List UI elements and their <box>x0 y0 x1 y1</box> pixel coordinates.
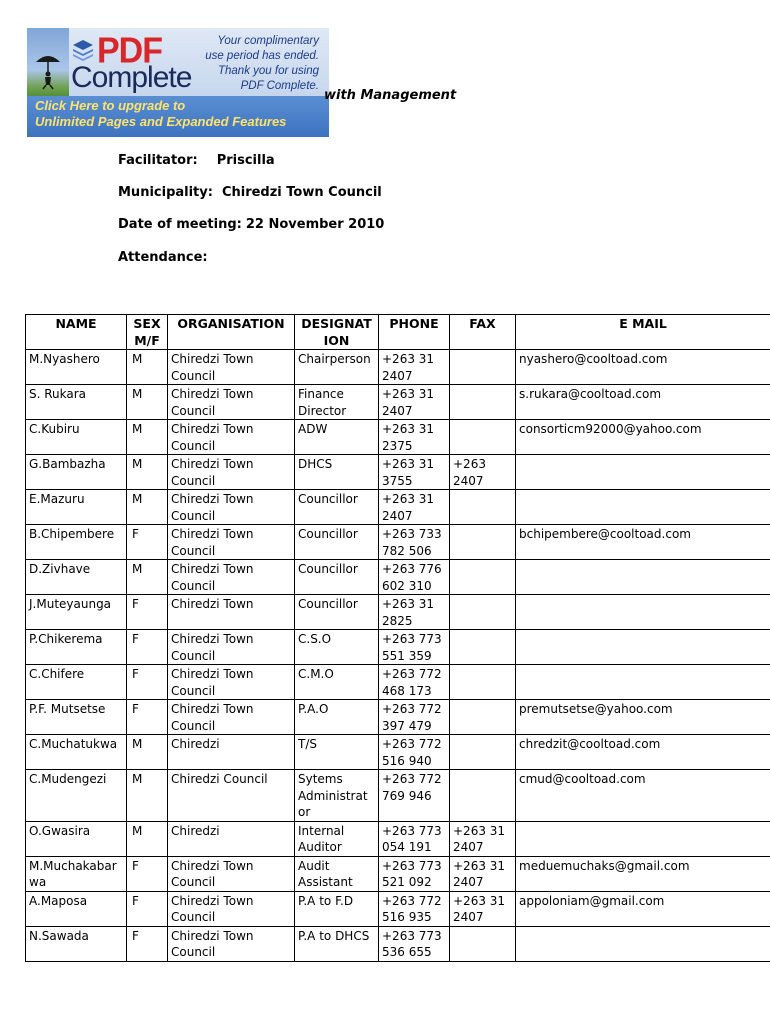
cell-organisation: Chiredzi Town Council <box>168 350 295 385</box>
cell-email <box>516 455 770 490</box>
cell-organisation: Chiredzi Town Council <box>168 560 295 595</box>
cell-organisation: Chiredzi Town Council <box>168 455 295 490</box>
cell-organisation: Chiredzi Town Council <box>168 525 295 560</box>
cell-name: M.Nyashero <box>26 350 127 385</box>
cell-fax <box>450 595 516 630</box>
header-sex: SEX M/F <box>127 315 168 350</box>
umbrella-person-icon <box>33 50 63 90</box>
cell-designation: C.S.O <box>295 630 379 665</box>
municipality-label: Municipality: <box>118 185 213 200</box>
cell-fax: +263 2407 <box>450 455 516 490</box>
table-row <box>26 385 770 420</box>
cell-sex: M <box>127 455 168 490</box>
facilitator-label: Facilitator: <box>118 153 198 168</box>
cell-sex: F <box>127 891 168 926</box>
cell-sex: F <box>127 926 168 961</box>
logo-pdf-text: PDF <box>97 31 162 71</box>
cell-designation: P.A to DHCS <box>295 926 379 961</box>
message-line: Thank you for using <box>217 65 319 77</box>
cell-sex: F <box>127 700 168 735</box>
cell-name: C.Mudengezi <box>26 770 127 822</box>
cell-phone: +263 773 536 655 <box>379 926 450 961</box>
cell-fax <box>450 420 516 455</box>
table-row <box>26 560 770 595</box>
table-row <box>26 630 770 665</box>
banner-sky-image <box>27 28 69 98</box>
cell-email: nyashero@cooltoad.com <box>516 350 770 385</box>
cell-fax <box>450 770 516 822</box>
facilitator-value: Priscilla <box>216 153 275 168</box>
cell-organisation: Chiredzi Town Council <box>168 700 295 735</box>
header-designation: DESIGNAT ION <box>295 315 379 350</box>
date-line <box>118 217 384 232</box>
cell-organisation: Chiredzi <box>168 735 295 770</box>
cell-phone: +263 773 054 191 <box>379 821 450 856</box>
table-row <box>26 821 770 856</box>
cell-sex: M <box>127 385 168 420</box>
cell-phone: +263 31 2825 <box>379 595 450 630</box>
cell-organisation: Chiredzi Town Council <box>168 891 295 926</box>
message-line: use period has ended. <box>205 50 319 62</box>
cell-name: J.Muteyaunga <box>26 595 127 630</box>
cell-phone: +263 772 769 946 <box>379 770 450 822</box>
cell-fax <box>450 665 516 700</box>
cell-name: O.Gwasira <box>26 821 127 856</box>
cell-designation: C.M.O <box>295 665 379 700</box>
cell-name: E.Mazuru <box>26 490 127 525</box>
cell-email <box>516 595 770 630</box>
cell-email: chredzit@cooltoad.com <box>516 735 770 770</box>
cell-email <box>516 560 770 595</box>
cell-email <box>516 665 770 700</box>
cell-organisation: Chiredzi Town Council <box>168 490 295 525</box>
table-row <box>26 665 770 700</box>
table-row <box>26 350 770 385</box>
table-row <box>26 490 770 525</box>
cell-phone: +263 772 468 173 <box>379 665 450 700</box>
cell-designation: Councillor <box>295 525 379 560</box>
cell-sex: M <box>127 821 168 856</box>
header-phone: PHONE <box>379 315 450 350</box>
cell-sex: F <box>127 630 168 665</box>
cell-phone: +263 772 516 940 <box>379 735 450 770</box>
cell-phone: +263 772 516 935 <box>379 891 450 926</box>
header-organisation: ORGANISATION <box>168 315 295 350</box>
cell-organisation: Chiredzi Town Council <box>168 665 295 700</box>
cell-designation: Chairperson <box>295 350 379 385</box>
attendance-table <box>25 314 770 962</box>
cell-name: A.Maposa <box>26 891 127 926</box>
cell-designation: Audit Assistant <box>295 856 379 891</box>
table-row <box>26 455 770 490</box>
cell-designation: DHCS <box>295 455 379 490</box>
table-header-row <box>26 315 770 350</box>
cell-fax <box>450 735 516 770</box>
cell-sex: F <box>127 856 168 891</box>
cell-fax <box>450 560 516 595</box>
cell-name: G.Bambazha <box>26 455 127 490</box>
cell-organisation: Chiredzi Town <box>168 595 295 630</box>
attendance-heading: Attendance: <box>118 250 208 265</box>
cell-fax: +263 31 2407 <box>450 821 516 856</box>
cell-name: M.Muchakabar wa <box>26 856 127 891</box>
table-row <box>26 770 770 822</box>
cell-fax <box>450 350 516 385</box>
cell-name: C.Kubiru <box>26 420 127 455</box>
table-row <box>26 735 770 770</box>
table-row <box>26 420 770 455</box>
cell-organisation: Chiredzi Town Council <box>168 856 295 891</box>
header-fax: FAX <box>450 315 516 350</box>
cell-email <box>516 926 770 961</box>
cell-organisation: Chiredzi Town Council <box>168 385 295 420</box>
cell-sex: M <box>127 735 168 770</box>
cell-designation: ADW <box>295 420 379 455</box>
cell-name: C.Muchatukwa <box>26 735 127 770</box>
cell-organisation: Chiredzi Town Council <box>168 926 295 961</box>
facilitator-line <box>118 153 275 168</box>
cell-organisation: Chiredzi Town Council <box>168 420 295 455</box>
cell-designation: Internal Auditor <box>295 821 379 856</box>
cell-phone: +263 773 551 359 <box>379 630 450 665</box>
table-row <box>26 926 770 961</box>
cell-email <box>516 490 770 525</box>
cell-fax <box>450 385 516 420</box>
cell-designation: Councillor <box>295 595 379 630</box>
cell-phone: +263 31 3755 <box>379 455 450 490</box>
table-row <box>26 700 770 735</box>
cell-organisation: Chiredzi <box>168 821 295 856</box>
date-value: 22 November 2010 <box>245 217 385 232</box>
cell-email <box>516 821 770 856</box>
cell-sex: M <box>127 420 168 455</box>
cell-sex: M <box>127 560 168 595</box>
cell-name: P.F. Mutsetse <box>26 700 127 735</box>
cell-designation: Councillor <box>295 490 379 525</box>
table-row <box>26 525 770 560</box>
cell-organisation: Chiredzi Council <box>168 770 295 822</box>
cell-email: s.rukara@cooltoad.com <box>516 385 770 420</box>
cell-email <box>516 630 770 665</box>
table-row <box>26 856 770 891</box>
pdf-layers-icon <box>71 38 95 62</box>
cell-fax <box>450 490 516 525</box>
table-row <box>26 891 770 926</box>
cell-phone: +263 31 2407 <box>379 385 450 420</box>
cell-phone: +263 772 397 479 <box>379 700 450 735</box>
cell-fax <box>450 926 516 961</box>
cell-name: S. Rukara <box>26 385 127 420</box>
cell-email: bchipembere@cooltoad.com <box>516 525 770 560</box>
cell-email: consorticm92000@yahoo.com <box>516 420 770 455</box>
cell-sex: M <box>127 770 168 822</box>
cell-organisation: Chiredzi Town Council <box>168 630 295 665</box>
expired-message <box>189 34 319 94</box>
upgrade-link[interactable] <box>27 96 329 137</box>
pdf-complete-upgrade-banner[interactable] <box>27 28 329 137</box>
table-row <box>26 595 770 630</box>
cell-fax <box>450 630 516 665</box>
cell-fax: +263 31 2407 <box>450 856 516 891</box>
message-line: Your complimentary <box>217 35 319 47</box>
document-title-fragment: with Management <box>324 88 457 103</box>
cell-designation: P.A.O <box>295 700 379 735</box>
cell-sex: F <box>127 595 168 630</box>
cell-designation: T/S <box>295 735 379 770</box>
municipality-line <box>118 185 382 200</box>
cell-name: P.Chikerema <box>26 630 127 665</box>
header-name: NAME <box>26 315 127 350</box>
cell-phone: +263 773 521 092 <box>379 856 450 891</box>
cell-designation: P.A to F.D <box>295 891 379 926</box>
upgrade-line[interactable]: Unlimited Pages and Expanded Features <box>35 114 287 129</box>
cell-email: premutsetse@yahoo.com <box>516 700 770 735</box>
cell-fax: +263 31 2407 <box>450 891 516 926</box>
cell-name: C.Chifere <box>26 665 127 700</box>
cell-fax <box>450 700 516 735</box>
cell-phone: +263 31 2407 <box>379 490 450 525</box>
cell-phone: +263 31 2407 <box>379 350 450 385</box>
date-label: Date of meeting: <box>118 217 242 232</box>
cell-name: N.Sawada <box>26 926 127 961</box>
cell-designation: Finance Director <box>295 385 379 420</box>
upgrade-line[interactable]: Click Here to upgrade to <box>35 98 186 113</box>
cell-email: appoloniam@gmail.com <box>516 891 770 926</box>
cell-phone: +263 31 2375 <box>379 420 450 455</box>
cell-sex: M <box>127 350 168 385</box>
cell-sex: M <box>127 490 168 525</box>
cell-email: cmud@cooltoad.com <box>516 770 770 822</box>
cell-phone: +263 733 782 506 <box>379 525 450 560</box>
cell-fax <box>450 525 516 560</box>
cell-designation: Councillor <box>295 560 379 595</box>
cell-sex: F <box>127 665 168 700</box>
cell-phone: +263 776 602 310 <box>379 560 450 595</box>
cell-name: B.Chipembere <box>26 525 127 560</box>
cell-name: D.Zivhave <box>26 560 127 595</box>
municipality-value: Chiredzi Town Council <box>221 185 382 200</box>
cell-email: meduemuchaks@gmail.com <box>516 856 770 891</box>
cell-sex: F <box>127 525 168 560</box>
message-line: PDF Complete. <box>240 80 319 92</box>
cell-designation: Sytems Administrat or <box>295 770 379 822</box>
logo-complete-text: Complete <box>71 61 192 94</box>
header-email: E MAIL <box>516 315 770 350</box>
